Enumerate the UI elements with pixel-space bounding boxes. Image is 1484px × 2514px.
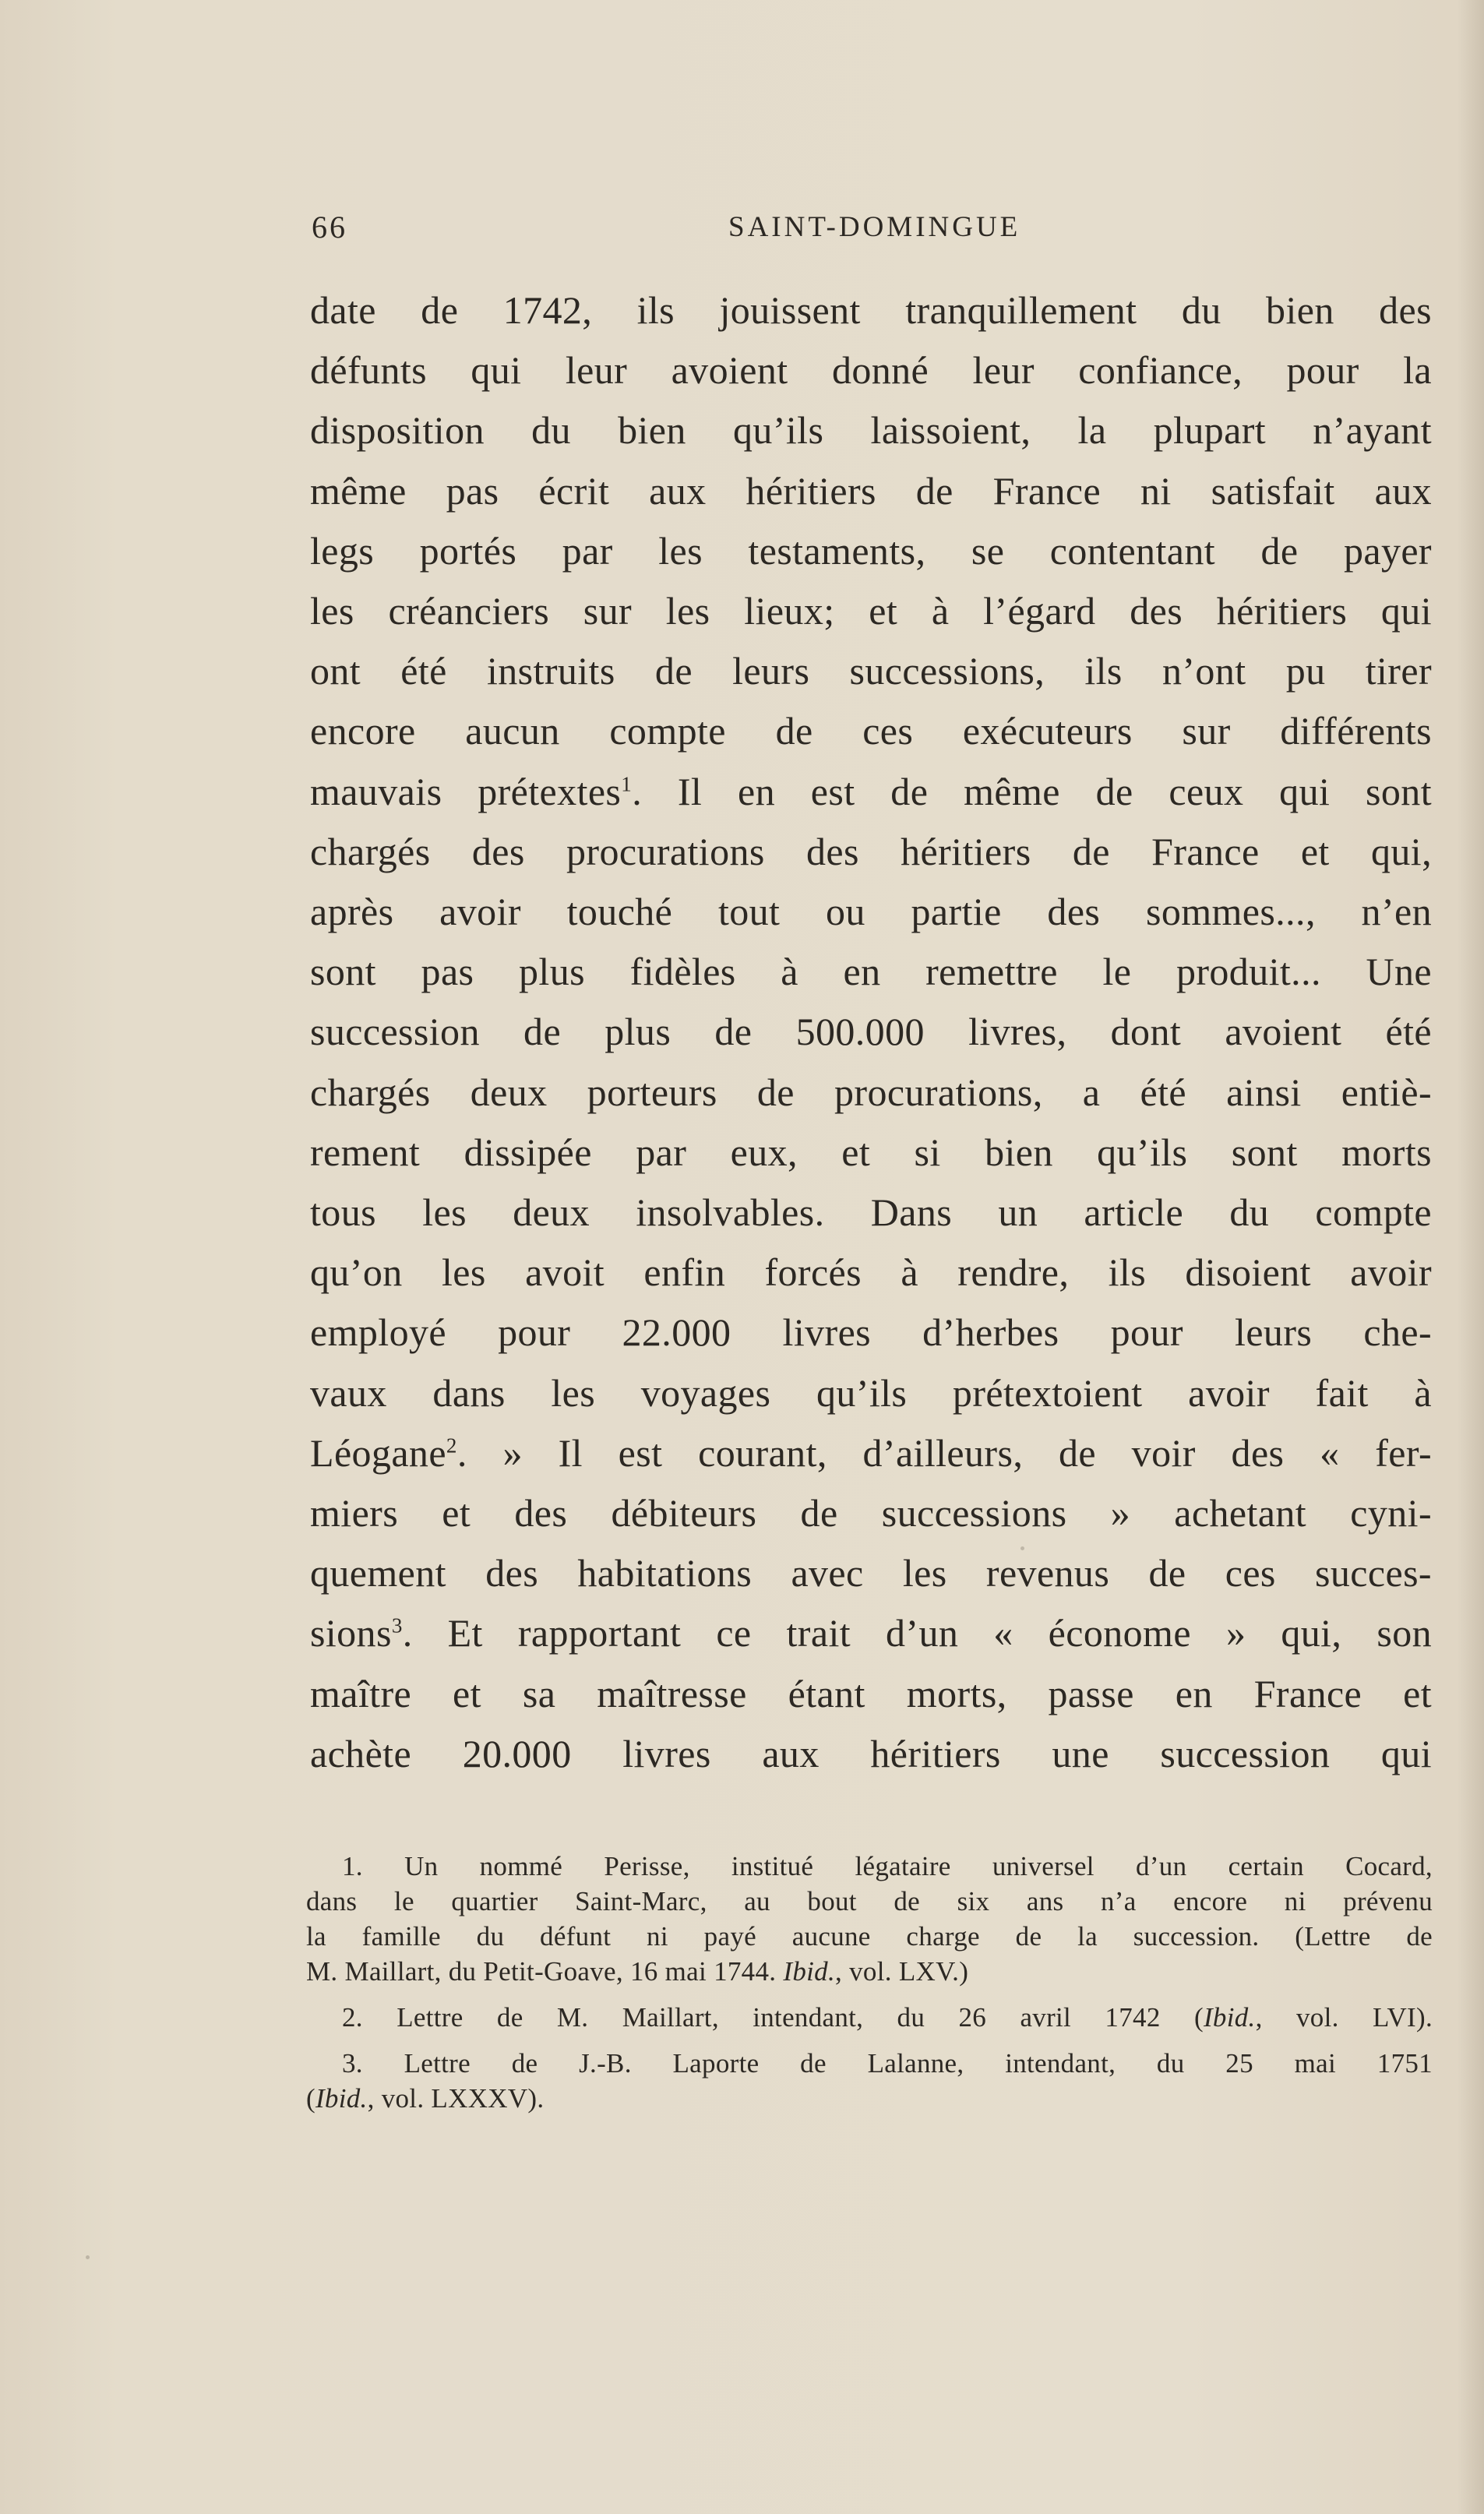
body-line xyxy=(310,762,1432,822)
footnote-line: dans le quartier Saint-Marc, au bout de six ans n’a encore ni prévenu xyxy=(306,1886,1433,1916)
footnote-number: 1. xyxy=(342,1851,363,1881)
body-line: miers et des débiteurs de successions » achetant cyni- xyxy=(310,1491,1432,1536)
paper-speck xyxy=(1020,1546,1024,1550)
body-line: chargés des procurations des héritiers de France et qui, xyxy=(310,829,1432,873)
footnote-line: la famille du défunt ni payé aucune charge de la succession. (Lettre de xyxy=(306,1921,1433,1952)
body-line: même pas écrit aux héritiers de France ni satisfait aux xyxy=(310,468,1432,513)
footnote-line xyxy=(306,2046,1433,2081)
body-line: achète 20.000 livres aux héritiers une succession qui xyxy=(310,1731,1432,1775)
body-line: encore aucun compte de ces exécuteurs sur différents xyxy=(310,709,1432,753)
body-line: tous les deux insolvables. Dans un article du compte xyxy=(310,1190,1432,1235)
footnote-line xyxy=(306,1954,1433,1989)
footnote-italic: Ibid. xyxy=(783,1956,836,1987)
footnote-text: ( xyxy=(306,2083,315,2114)
body-line: rement dissipée par eux, et si bien qu’ils sont morts xyxy=(310,1130,1432,1174)
body-line: sont pas plus fidèles à en remettre le produit... Une xyxy=(310,950,1432,994)
footnote-ref-3: 3 xyxy=(391,1613,403,1638)
footnote-3 xyxy=(306,2046,1433,2116)
body-line xyxy=(310,1423,1432,1483)
footnote-1 xyxy=(306,1849,1433,1989)
body-text-segment: Léogane xyxy=(310,1430,446,1475)
footnote-italic: Ibid. xyxy=(315,2083,368,2114)
body-line: legs portés par les testaments, se contentant de payer xyxy=(310,528,1432,573)
body-text-segment: . Et rapportant ce trait d’un « économe » qui, son xyxy=(402,1611,1432,1655)
footnote-2 xyxy=(306,2000,1433,2035)
page-number: 66 xyxy=(312,210,347,245)
footnote-number: 3. xyxy=(342,2048,363,2079)
page-edge-shadow xyxy=(1458,0,1484,2514)
footnotes xyxy=(306,1849,1433,2127)
body-line: qu’on les avoit enfin forcés à rendre, ils disoient avoir xyxy=(310,1250,1432,1295)
running-head xyxy=(312,209,1075,248)
body-line: maître et sa maîtresse étant morts, passe en France et xyxy=(310,1671,1432,1715)
footnote-ref-2: 2 xyxy=(446,1433,457,1458)
footnote-line xyxy=(306,2000,1433,2035)
running-title: SAINT-DOMINGUE xyxy=(728,211,1021,243)
body-line: disposition du bien qu’ils laissoient, la plupart n’ayant xyxy=(310,408,1432,453)
body-line: les créanciers sur les lieux; et à l’égard des héritiers qui xyxy=(310,589,1432,633)
footnote-text: , vol. LXV.) xyxy=(835,1956,969,1987)
body-line: quement des habitations avec les revenus de ces succes- xyxy=(310,1551,1432,1595)
body-line: ont été instruits de leurs successions, ils n’ont pu tirer xyxy=(310,649,1432,693)
body-line: chargés deux porteurs de procurations, a été ainsi entiè- xyxy=(310,1070,1432,1114)
body-text-segment: sions xyxy=(310,1611,392,1655)
body-text-segment: . Il en est de même de ceux qui sont xyxy=(632,769,1432,813)
footnote-line xyxy=(306,1849,1433,1884)
footnote-text: , vol. LXXXV). xyxy=(367,2083,545,2114)
footnote-line xyxy=(306,2081,1433,2116)
paper-speck xyxy=(86,2255,90,2259)
body-text xyxy=(310,280,1432,1784)
body-line xyxy=(310,1603,1432,1663)
body-text-segment: . » Il est courant, d’ailleurs, de voir des « fer- xyxy=(456,1430,1432,1475)
body-line: défunts qui leur avoient donné leur confiance, pour la xyxy=(310,348,1432,393)
footnote-ref-1: 1 xyxy=(621,771,633,795)
body-line: succession de plus de 500.000 livres, dont avoient été xyxy=(310,1010,1432,1054)
footnote-italic: Ibid. xyxy=(1203,2002,1256,2033)
body-line: vaux dans les voyages qu’ils prétextoient avoir fait à xyxy=(310,1370,1432,1415)
body-text-segment: mauvais prétextes xyxy=(310,769,622,813)
footnote-text: Lettre de M. Maillart, intendant, du 26 avril 1742 ( xyxy=(397,2002,1204,2033)
body-line: après avoir touché tout ou partie des sommes..., n’en xyxy=(310,890,1432,934)
body-line: employé pour 22.000 livres d’herbes pour leurs che- xyxy=(310,1310,1432,1355)
footnote-number: 2. xyxy=(342,2002,363,2033)
footnote-text: Un nommé Perisse, institué légataire universel d’un certain Cocard, xyxy=(404,1851,1433,1881)
footnote-text: , vol. LVI). xyxy=(1255,2002,1433,2033)
footnote-text: M. Maillart, du Petit-Goave, 16 mai 1744. xyxy=(306,1956,784,1987)
body-line: date de 1742, ils jouissent tranquillement du bien des xyxy=(310,288,1432,332)
footnote-text: Lettre de J.-B. Laporte de Lalanne, intendant, du 25 mai 1751 xyxy=(404,2048,1433,2079)
